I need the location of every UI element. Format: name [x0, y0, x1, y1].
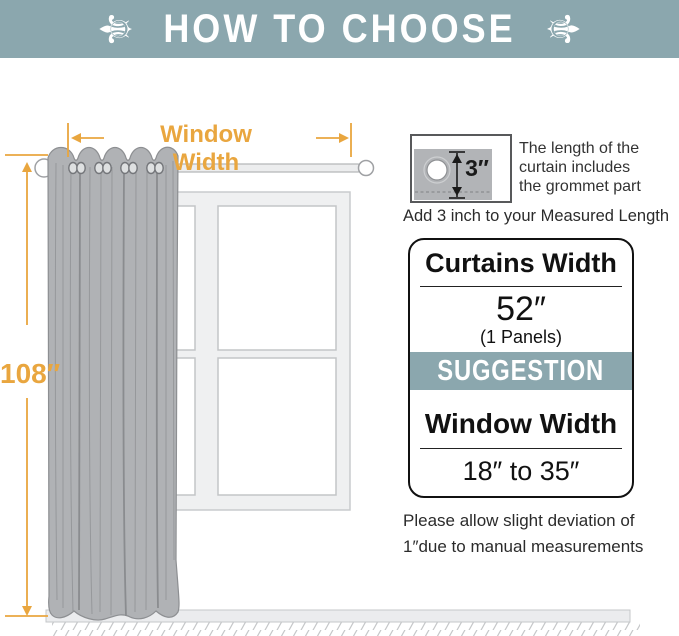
table-divider: [420, 286, 622, 287]
curtain-length-label: 108″: [0, 358, 61, 389]
suggestion-band: [410, 352, 632, 390]
grommet-hole: [427, 160, 447, 180]
page-title: HOW TO CHOOSE: [163, 5, 516, 51]
curtains-width-header: Curtains Width: [425, 248, 617, 278]
grommet-note-line: The length of the: [519, 140, 640, 157]
add-length-note: Add 3 inch to your Measured Length: [403, 207, 670, 225]
curtain-panel: [48, 147, 179, 620]
curtains-width-value: 52″: [496, 290, 546, 328]
window-width-label: Window Width: [160, 121, 252, 176]
window-width-header: Window Width: [424, 408, 618, 439]
deviation-note-line: 1″due to manual measurements: [403, 537, 644, 556]
grommet-note: [519, 139, 679, 196]
deviation-note-line: Please allow slight deviation of: [403, 511, 635, 530]
grommet-height-label: 3″: [465, 155, 489, 181]
suggestion-label: SUGGESTION: [437, 354, 605, 387]
table-divider: [420, 448, 622, 449]
fleur-de-lis-left-icon: ⚜: [91, 9, 143, 49]
grommet-note-line: curtain includes: [519, 159, 631, 176]
panels-note: (1 Panels): [479, 327, 563, 347]
deviation-note: [403, 508, 643, 560]
window-width-range: 18″ to 35″: [462, 456, 580, 486]
size-table: [408, 238, 634, 498]
fleur-de-lis-right-icon: ⚜: [536, 9, 588, 49]
grommet-note-line: the grommet part: [519, 178, 641, 195]
header-banner: [0, 0, 679, 58]
